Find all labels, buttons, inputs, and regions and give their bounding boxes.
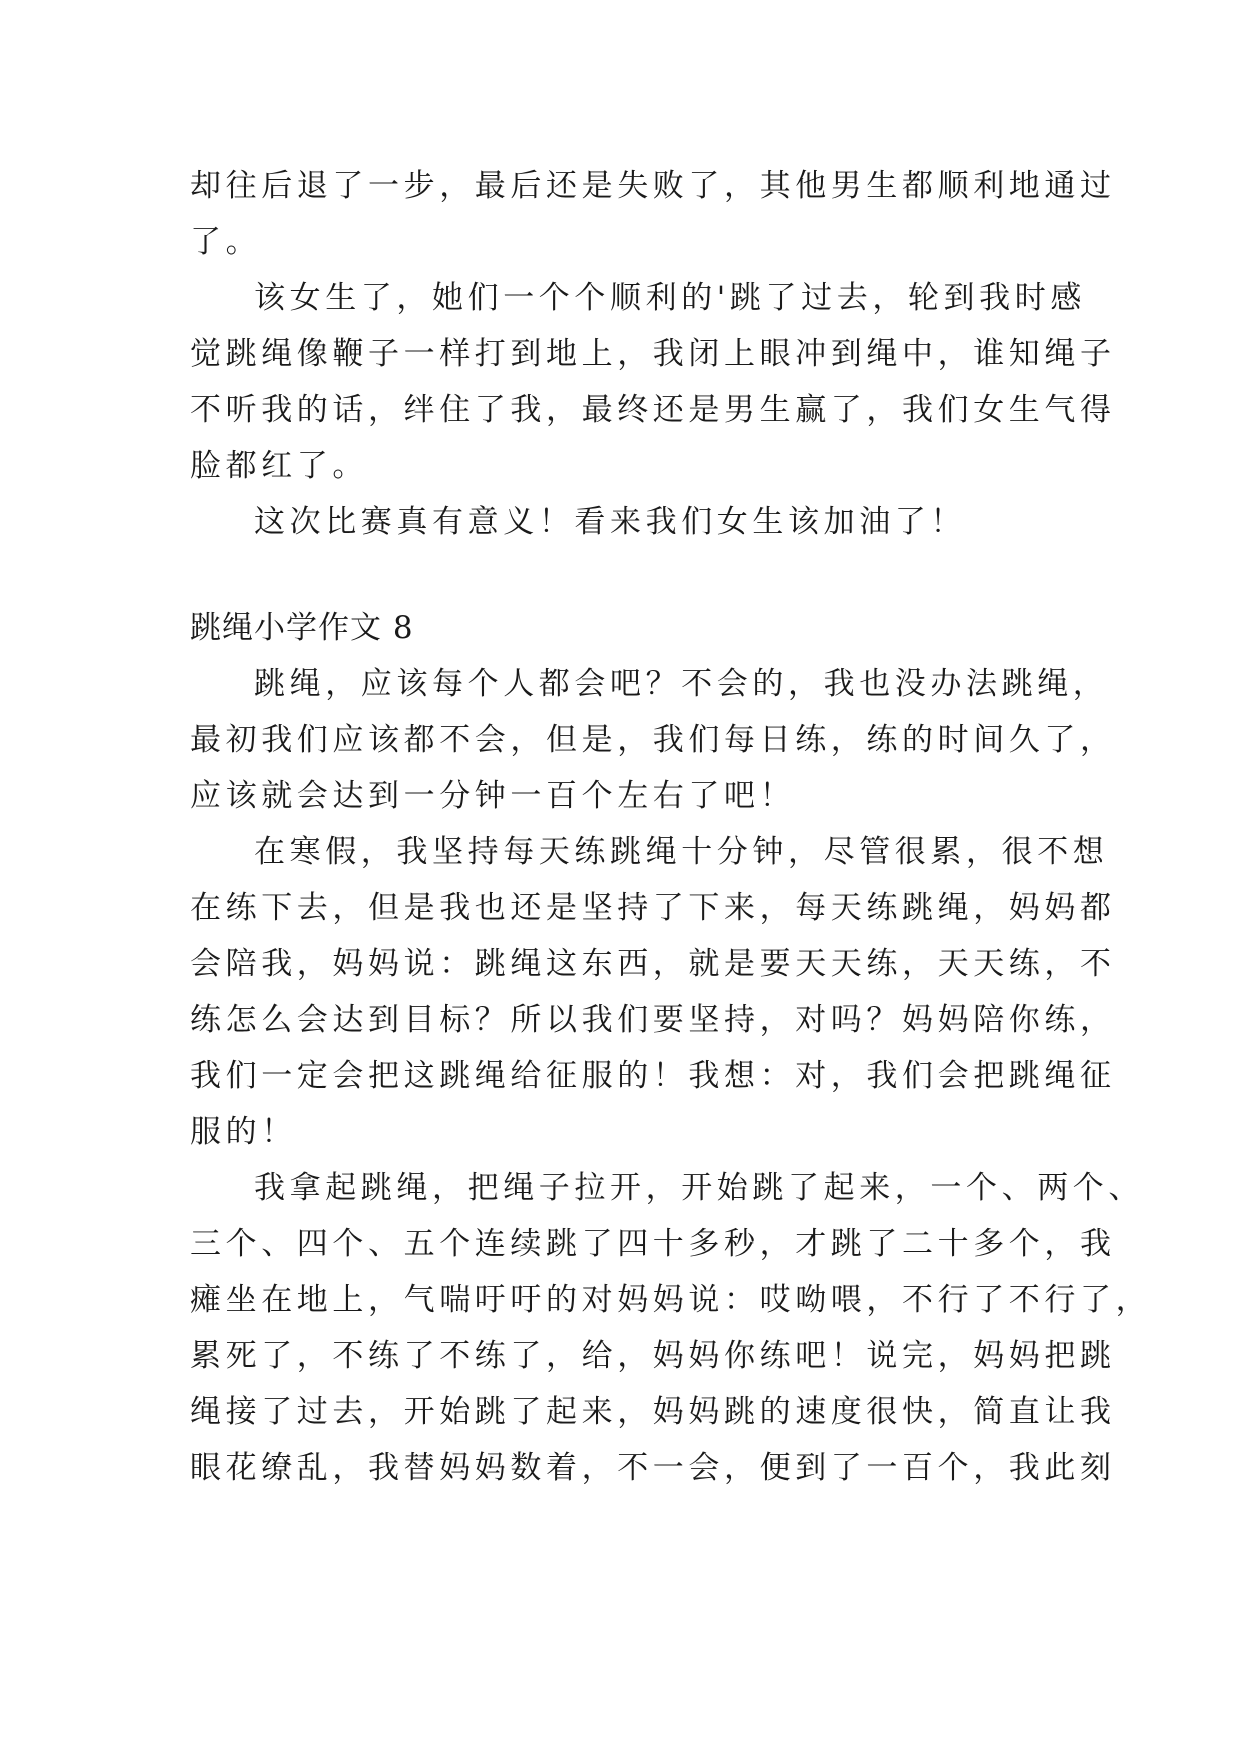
text-line: 跳绳，应该每个人都会吧？不会的，我也没办法跳绳，: [254, 666, 1109, 702]
text-line: 服的！: [190, 1114, 297, 1150]
paragraph: [190, 656, 1116, 824]
text-line: 在练下去，但是我也还是坚持了下来，每天练跳绳，妈妈都: [190, 890, 1116, 926]
text-line: 脸都红了。: [190, 448, 368, 484]
text-line: 却往后退了一步，最后还是失败了，其他男生都顺利地通过: [190, 168, 1116, 204]
text-line: 了。: [190, 224, 262, 260]
paragraph: [190, 824, 1116, 1160]
text-line: 这次比赛真有意义！看来我们女生该加油了！: [254, 504, 966, 540]
paragraph: [190, 270, 1116, 494]
text-line: 在寒假，我坚持每天练跳绳十分钟，尽管很累，很不想: [254, 834, 1109, 870]
text-line: 眼花缭乱，我替妈妈数着，不一会，便到了一百个，我此刻: [190, 1450, 1116, 1486]
text-line: 练怎么会达到目标？所以我们要坚持，对吗？妈妈陪你练，: [190, 1002, 1116, 1038]
text-line: 绳接了过去，开始跳了起来，妈妈跳的速度很快，简直让我: [190, 1394, 1116, 1430]
text-line: 三个、四个、五个连续跳了四十多秒，才跳了二十多个，我: [190, 1226, 1116, 1262]
section-title: 跳绳小学作文 8: [190, 610, 414, 646]
text-line: 该女生了，她们一个个顺利的'跳了过去，轮到我时感: [254, 280, 1086, 316]
text-line: 不听我的话，绊住了我，最终还是男生赢了，我们女生气得: [190, 392, 1116, 428]
text-line: 累死了，不练了不练了，给，妈妈你练吧！说完，妈妈把跳: [190, 1338, 1116, 1374]
text-line: 瘫坐在地上，气喘吁吁的对妈妈说：哎呦喂，不行了不行了，: [190, 1282, 1152, 1318]
text-line: 应该就会达到一分钟一百个左右了吧！: [190, 778, 796, 814]
text-line: 我们一定会把这跳绳给征服的！我想：对，我们会把跳绳征: [190, 1058, 1116, 1094]
text-line: 我拿起跳绳，把绳子拉开，开始跳了起来，一个、两个、: [254, 1170, 1144, 1206]
text-line: 觉跳绳像鞭子一样打到地上，我闭上眼冲到绳中，谁知绳子: [190, 336, 1116, 372]
document-page: [190, 158, 1152, 1496]
paragraph: [190, 158, 1116, 270]
paragraph: [190, 1160, 1152, 1496]
text-line: 会陪我，妈妈说：跳绳这东西，就是要天天练，天天练，不: [190, 946, 1116, 982]
paragraph: [190, 494, 1070, 550]
text-line: 最初我们应该都不会，但是，我们每日练，练的时间久了，: [190, 722, 1116, 758]
section-gap: [190, 550, 1070, 600]
